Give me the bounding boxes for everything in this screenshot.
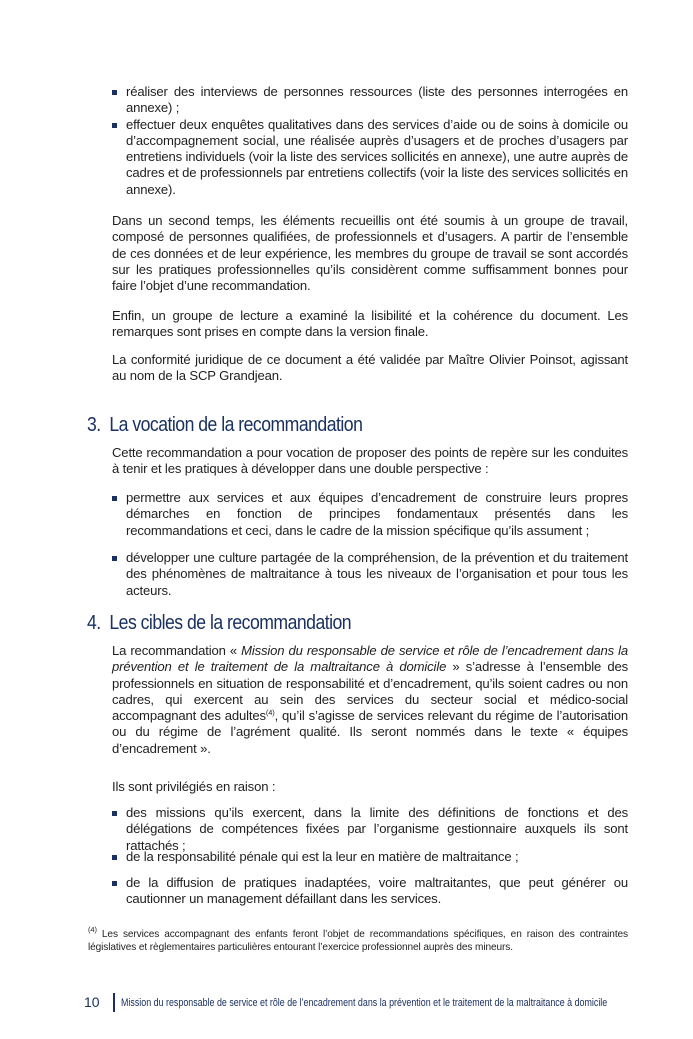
- section-3-intro: [112, 445, 628, 478]
- section-3-bullets-2: [112, 550, 628, 599]
- section-4-bullet-c: [112, 875, 628, 908]
- section-4-paragraph: [112, 643, 628, 757]
- footer-divider: [113, 993, 115, 1012]
- footnote-ref: (4): [265, 708, 275, 718]
- list-item-text: développer une culture partagée de la compréhension, de la prévention et du traitement des phénomènes de maltraitance à tous les niveaux de l’organisation et pour tous les acteurs.: [126, 550, 628, 598]
- square-bullet-icon: [112, 881, 117, 886]
- square-bullet-icon: [112, 496, 117, 501]
- text-run: , qu’il s’agisse de services relevant du régime de l’autorisation ou du régime de l’agrément qualité. Ils seront nommés dans le texte « équipes d’encadrement ».: [112, 708, 628, 756]
- list-item-text: de la diffusion de pratiques inadaptées, voire maltraitantes, que peut générer ou cautionner un management défaillant dans les services.: [126, 875, 628, 907]
- paragraph: Enfin, un groupe de lecture a examiné la lisibilité et la cohérence du document. Les remarques sont prises en compte dans la version finale.: [112, 308, 628, 340]
- section-4-heading: [87, 611, 569, 635]
- square-bullet-icon: [112, 811, 117, 816]
- paragraph-legal: [112, 352, 628, 385]
- section-number: 4.: [87, 611, 101, 634]
- paragraph-second-time: [112, 213, 628, 294]
- paragraph: Ils sont privilégiés en raison :: [112, 779, 276, 794]
- section-4-bullet-list: [112, 805, 628, 854]
- paragraph: La conformité juridique de ce document a été validée par Maître Olivier Poinsot, agissant au nom de la SCP Grandjean.: [112, 352, 628, 384]
- document-title-italic: Mission du responsable de service et rôle de l’encadrement dans la prévention et le traitement de la maltraitance à domicile: [112, 643, 628, 675]
- page-footer: [84, 993, 644, 1013]
- list-item-text: de la responsabilité pénale qui est la leur en matière de maltraitance ;: [126, 849, 519, 864]
- paragraph: Dans un second temps, les éléments recueillis ont été soumis à un groupe de travail, composé de personnes qualifiées, de professionnels et d’usagers. A partir de l’ensemble de ces données et de leur expérience, les membres du groupe de travail se sont accordés sur les pratiques professionnelles qu’ils considèrent comme suffisamment bonnes pour faire l’objet d’une recommandation.: [112, 213, 628, 294]
- footnote: [88, 925, 628, 955]
- footer-title: Mission du responsable de service et rôle de l’encadrement dans la prévention et le traitement de la maltraitance à domicile: [121, 997, 608, 1009]
- footnote-text: Les services accompagnant des enfants feront l’objet de recommandations spécifiques, en raison des contraintes législatives et règlementaires particulières entourant l’exercice professionnel auprès des mineurs.: [88, 929, 628, 954]
- section-3-heading: [87, 413, 569, 437]
- list-item: [112, 117, 628, 198]
- list-item: [112, 550, 628, 599]
- list-item: [112, 849, 628, 865]
- footnote-marker: (4): [88, 925, 97, 934]
- text-run: » s’adresse à l’ensemble des professionnels en situation de responsabilité et d’encadrement, qu’ils soient cadres ou non cadres, qui exercent au sein des services du secteur social et médico-social accompagnant des adultes: [112, 659, 628, 724]
- section-3-bullet-list: [112, 490, 628, 539]
- square-bullet-icon: [112, 123, 117, 128]
- list-item: [112, 805, 628, 854]
- intro-bullet-list: [112, 84, 628, 198]
- section-4-bullet-list-2: [112, 849, 628, 865]
- paragraph: [112, 643, 628, 757]
- list-item-text: permettre aux services et aux équipes d’encadrement de construire leurs propres démarches en fonction de principes fondamentaux présentés dans les recommandations et ceci, dans le cadre de la mission spécifique qu’ils assument ;: [126, 490, 628, 538]
- section-4-bullet-b: [112, 849, 628, 865]
- section-3-bullets: [112, 490, 628, 539]
- section-4-bullet-list-3: [112, 875, 628, 908]
- text-run: La recommandation «: [112, 643, 242, 658]
- square-bullet-icon: [112, 855, 117, 860]
- section-number: 3.: [87, 413, 101, 436]
- section-4-lead: [112, 779, 628, 795]
- list-item-text: des missions qu’ils exercent, dans la limite des définitions de fonctions et des délégations de compétences fixées par l’organisme gestionnaire auxquels ils sont rattachés ;: [126, 805, 628, 853]
- section-3-bullet-list-2: [112, 550, 628, 599]
- square-bullet-icon: [112, 556, 117, 561]
- list-item-text: réaliser des interviews de personnes ressources (liste des personnes interrogées en annexe) ;: [126, 84, 628, 116]
- list-item: [112, 875, 628, 908]
- list-item-text: effectuer deux enquêtes qualitatives dans des services d’aide ou de soins à domicile ou d’accompagnement social, une réalisée auprès d’usagers et de proches d’usagers par entretiens individuels (voir la liste des services sollicités en annexe), une autre auprès de cadres et de professionnels par entretiens collectifs (voir la liste des services sollicités en annexe).: [126, 116, 628, 197]
- paragraph-reading-group: [112, 308, 628, 341]
- list-item: [112, 84, 628, 117]
- intro-bullets-block: [112, 84, 628, 198]
- section-4-bullet-a: [112, 805, 628, 854]
- section-title: Les cibles de la recommandation: [109, 611, 352, 634]
- page-number: 10: [84, 994, 100, 1010]
- paragraph: Cette recommandation a pour vocation de proposer des points de repère sur les conduites à tenir et les pratiques à développer dans une double perspective :: [112, 445, 628, 477]
- list-item: [112, 490, 628, 539]
- square-bullet-icon: [112, 90, 117, 95]
- section-title: La vocation de la recommandation: [109, 413, 363, 436]
